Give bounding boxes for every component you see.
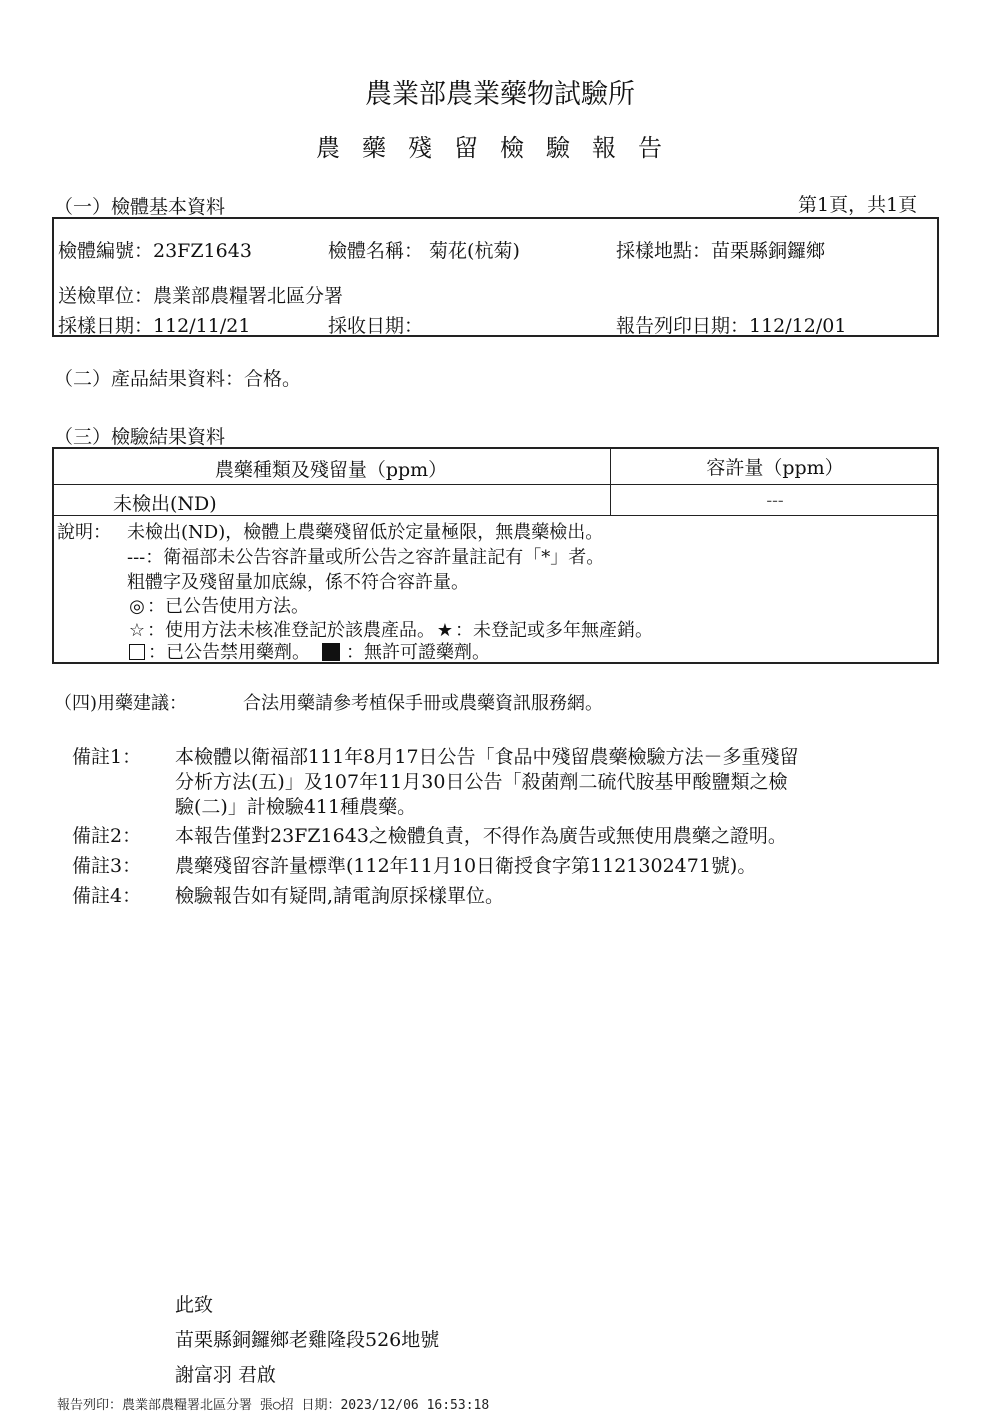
sampling-location: 採樣地點：苗栗縣銅鑼鄉 (616, 240, 826, 262)
section1-title: （一）檢體基本資料 (54, 196, 226, 218)
legend-line-nd: 未檢出(ND)，檢體上農藥殘留低於定量極限，無農藥檢出。 (127, 522, 604, 543)
legend-line-bold: 粗體字及殘留量加底線，係不符合容許量。 (127, 572, 469, 593)
note4-text: 檢驗報告如有疑問,請電詢原採樣單位。 (175, 885, 505, 907)
white-star-icon: ☆ (128, 620, 146, 641)
note2-text: 本報告僅對23FZ1643之檢體負責，不得作為廣告或無使用農藥之證明。 (175, 825, 787, 847)
sampling-date: 採樣日期：112/11/21 (58, 315, 251, 337)
legend-line-banned: ：已公告禁用藥劑。 ：無許可證藥劑。 (127, 638, 490, 664)
institute-title: 農業部農業藥物試驗所 (365, 79, 635, 110)
report-title: 農藥殘留檢驗報告 (316, 134, 684, 162)
recommendation-text: 合法用藥請參考植保手冊或農藥資訊服務網。 (243, 693, 603, 714)
print-footer: 報告列印：農業部農糧署北區分署 張○招 日期：2023/12/06 16:53:18 (57, 1398, 490, 1413)
legend-line-dashes: ---：衛福部未公告容許量或所公告之容許量註記有「*」者。 (127, 547, 605, 568)
white-square-icon (129, 644, 145, 660)
section3-title: （三）檢驗結果資料 (54, 426, 226, 448)
column-header-tolerance: 容許量（ppm） (706, 457, 844, 479)
harvest-date: 採收日期： (328, 315, 424, 337)
note2-label: 備註2： (72, 825, 142, 847)
note1-line2: 分析方法(五)」及107年11月30日公告「殺菌劑二硫代胺基甲酸鹽類之檢 (175, 771, 788, 793)
black-square-icon (322, 643, 340, 661)
note3-label: 備註3： (72, 855, 142, 877)
note3-text: 農藥殘留容許量標準(112年11月10日衛授食字第1121302471號)。 (175, 855, 757, 877)
recipient-name: 謝富羽 君啟 (175, 1364, 277, 1386)
sample-number: 檢體編號：23FZ1643 (58, 240, 252, 262)
page-info: 第1頁，共1頁 (798, 194, 918, 216)
double-circle-icon: ◎ (129, 596, 145, 617)
column-header-residue: 農藥種類及殘留量（ppm） (214, 459, 448, 481)
sample-name: 檢體名稱： 菊花(杭菊) (328, 240, 520, 262)
black-star-icon: ★ (436, 620, 454, 641)
product-result: （二）產品結果資料：合格。 (54, 368, 302, 390)
note4-label: 備註4： (72, 885, 142, 907)
note1-line3: 驗(二)」計檢驗411種農藥。 (175, 796, 417, 818)
recommendation-label: （四)用藥建議： (54, 693, 188, 714)
residue-value: 未檢出(ND) (113, 493, 217, 515)
legend-line-star: ☆ ：使用方法未核准登記於該農產品。 ★ ：未登記或多年無產銷。 (128, 620, 653, 641)
tolerance-value: --- (766, 491, 784, 511)
note1-line1: 本檢體以衛福部111年8月17日公告「食品中殘留農藥檢驗方法－多重殘留 (175, 746, 799, 768)
note1-label: 備註1： (72, 746, 142, 768)
submitting-unit: 送檢單位：農業部農糧署北區分署 (58, 285, 344, 307)
report-print-date: 報告列印日期：112/12/01 (616, 315, 847, 337)
salutation: 此致 (175, 1294, 214, 1316)
legend-prefix: 說明： (57, 522, 111, 543)
legend-line-announced: ◎ ：已公告使用方法。 (127, 592, 309, 618)
recipient-address: 苗栗縣銅鑼鄉老雞隆段526地號 (175, 1329, 440, 1351)
